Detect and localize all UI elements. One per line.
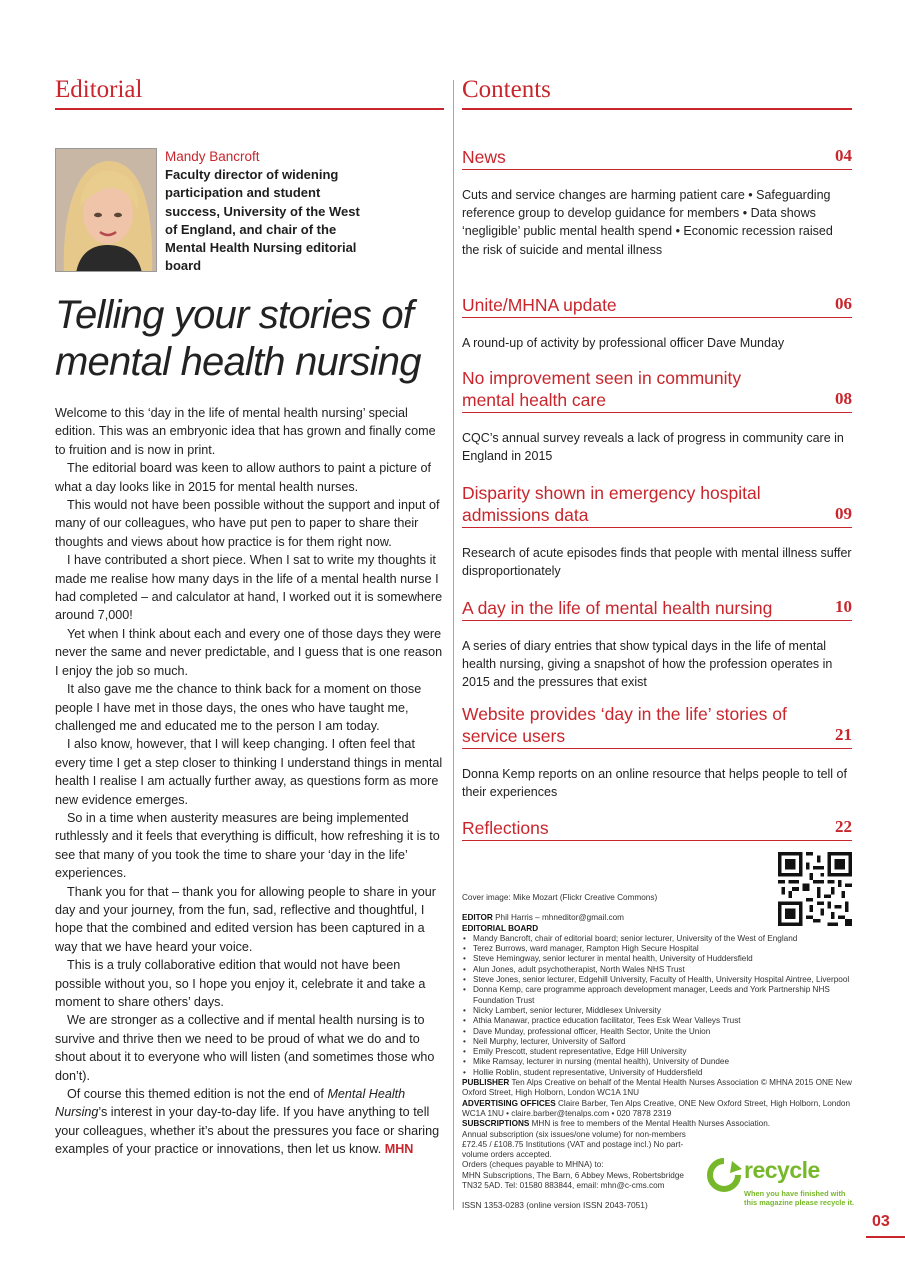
page-number-rule bbox=[866, 1236, 905, 1238]
page-number: 03 bbox=[872, 1213, 890, 1230]
toc-desc: CQC’s annual survey reveals a lack of progress in community care in England in 2015 bbox=[462, 431, 844, 464]
toc-desc: A series of diary entries that show typical days in the life of mental health nursing, giving a snapshot of how the profession operates in 2015 and the pressures that exist bbox=[462, 639, 833, 690]
body-paragraph: I also know, however, that I will keep changing. I often feel that every time I get a step closer to thinking I understand things in mental health I realise I am actually further away, as questions form as more new evidence emerges. bbox=[55, 737, 443, 807]
toc-desc: Cuts and service changes are harming patient care • Safeguarding reference group to develop guidance for members • Data shows ‘negligible’ public mental health spend • Economic recession raised the risk of suicide and mental illness bbox=[462, 188, 833, 257]
body-paragraph: Thank you for that – thank you for allowing people to share in your day and your journey, from the fun, sad, reflective and thoughtful, I hope that the combined and edited version has been captured in a way that we have heard your voice. bbox=[55, 884, 436, 954]
list-item: • Mike Ramsay, lecturer in nursing (mental health), University of Dundee bbox=[462, 1057, 852, 1067]
recycle-icon bbox=[706, 1157, 742, 1193]
masthead-label: ADVERTISING OFFICES bbox=[462, 1098, 556, 1108]
editorial-title-rule bbox=[55, 108, 444, 110]
body-paragraph: So in a time when austerity measures are being implemented ruthlessly and it feels that everything is difficult, how refreshing it is to see that many of you took the time to share your ‘day in the life’ experiences. bbox=[55, 810, 440, 881]
toc-item-disparity[interactable] bbox=[462, 482, 852, 580]
toc-title: Website provides ‘day in the life’ stories of service users bbox=[462, 704, 787, 746]
orders-line: MHN Subscriptions, The Barn, 6 Abbey Mews, Robertsbridge bbox=[462, 1170, 684, 1180]
editorial-headline: Telling your stories of mental health nursing bbox=[55, 293, 421, 384]
toc-page: 04 bbox=[835, 146, 852, 165]
body-paragraph: Yet when I think about each and every one of those days they were never the same and never predictable, and I guess that is one reason I enjoy the job so much. bbox=[55, 626, 443, 678]
toc-title: No improvement seen in community mental health care bbox=[462, 368, 742, 410]
list-item: • Alun Jones, adult psychotherapist, North Wales NHS Trust bbox=[462, 965, 852, 975]
publisher-info: Ten Alps Creative on behalf of the Mental Health Nurses Association © MHNA 2015 ONE New Oxford Street, High Holborn, London WC1A 1NU bbox=[462, 1078, 852, 1098]
contents-title-rule bbox=[462, 108, 852, 110]
recycle-logo bbox=[706, 1157, 854, 1212]
editorial-body bbox=[55, 404, 447, 1159]
list-item: • Steve Hemingway, senior lecturer in mental health, University of Huddersfield bbox=[462, 954, 852, 964]
mhn-sign-off: MHN bbox=[384, 1142, 414, 1157]
toc-title: A day in the life of mental health nursing bbox=[462, 598, 773, 618]
body-paragraph: Welcome to this ‘day in the life of mental health nursing’ special edition. This was an embryonic idea that has grown and finally come to fruition and is now in print. bbox=[55, 406, 436, 457]
toc-title: Disparity shown in emergency hospital admissions data bbox=[462, 483, 761, 525]
body-paragraph: This would not have been possible without the support and input of many of our colleagues, who have put pen to paper to share their thoughts and views about how practice is for them right now. bbox=[55, 498, 440, 549]
body-paragraph: I have contributed a short piece. When I sat to write my thoughts it made me realise how many days in the life of a mental health nurse I had completed – and calculator at hand, I worked out it is somewhere around 7,000! bbox=[55, 553, 443, 623]
journal-name: Mental Health Nursing bbox=[55, 1087, 406, 1120]
toc-page: 22 bbox=[835, 817, 852, 836]
toc-page: 10 bbox=[835, 597, 852, 616]
toc-item-reflections[interactable] bbox=[462, 817, 852, 841]
toc-desc: A round-up of activity by professional officer Dave Munday bbox=[462, 336, 785, 350]
cover-image-credit: Cover image: Mike Mozart (Flickr Creative Commons) bbox=[462, 893, 658, 902]
orders-line: TN32 5AD. Tel: 01580 883844, email: mhn@c-cms.com bbox=[462, 1181, 665, 1191]
toc-title: News bbox=[462, 147, 506, 167]
masthead-label: PUBLISHER bbox=[462, 1078, 510, 1088]
list-item: • Terez Burrows, ward manager, Rampton High Secure Hospital bbox=[462, 944, 852, 954]
author-role: Faculty director of widening participation and student success, University of the West of England, and chair of the Mental Health Nursing editorial board bbox=[165, 167, 360, 274]
toc-desc: Research of acute episodes finds that people with mental illness suffer disproportionately bbox=[462, 546, 852, 579]
list-item: • Neil Murphy, lecturer, University of Salford bbox=[462, 1037, 852, 1047]
toc-page: 21 bbox=[835, 725, 852, 744]
masthead-label: EDITOR bbox=[462, 913, 493, 923]
recycle-word: recycle bbox=[744, 1157, 820, 1183]
advertising-info: Claire Barber, Ten Alps Creative, ONE New Oxford Street, High Holborn, London WC1A 1NU • claire.barber@tenalps.com • 020 7878 2319 bbox=[462, 1098, 851, 1118]
toc-item-community-care[interactable] bbox=[462, 367, 852, 465]
list-item: • Dave Munday, professional officer, Health Sector, Unite the Union bbox=[462, 1027, 852, 1037]
list-item: • Athia Manawar, practice education facilitator, Tees Esk Wear Valleys Trust bbox=[462, 1016, 852, 1026]
body-paragraph: The editorial board was keen to allow authors to paint a picture of what a day looks like in 2015 for mental health nurses. bbox=[55, 461, 432, 494]
annual-subscription: Annual subscription (six issues/one volume) for non-members £72.45 / £108.75 Institutions (VAT and postage incl.) No part-volume orders accepted. bbox=[462, 1129, 686, 1160]
toc-title: Reflections bbox=[462, 818, 549, 838]
masthead-label: SUBSCRIPTIONS bbox=[462, 1119, 530, 1129]
list-item: • Nicky Lambert, senior lecturer, Middlesex University bbox=[462, 1006, 852, 1016]
column-divider bbox=[453, 80, 454, 1210]
body-paragraph: We are stronger as a collective and if mental health nursing is to survive and thrive then we need to be proud of what we do and to shout about it to everyone who will listen (and sometimes those who don’t). bbox=[55, 1013, 435, 1083]
list-item: • Emily Prescott, student representative, Edge Hill University bbox=[462, 1047, 852, 1057]
toc-item-day-in-life[interactable] bbox=[462, 597, 852, 692]
author-portrait bbox=[55, 148, 157, 272]
contents-section-title: Contents bbox=[462, 76, 551, 103]
toc-page: 09 bbox=[835, 504, 852, 523]
recycle-note: When you have finished with this magazine please recycle it. bbox=[744, 1189, 855, 1207]
toc-title: Unite/MHNA update bbox=[462, 295, 617, 315]
body-paragraph: It also gave me the chance to think back for a moment on those people I have met in those days, the ones who have taught me, challenged me and educated me to the person I am today. bbox=[55, 682, 422, 733]
editor-contact: Phil Harris – mhneditor@gmail.com bbox=[495, 913, 624, 923]
toc-item-unite-mhna[interactable] bbox=[462, 294, 852, 352]
list-item: • Donna Kemp, care programme approach development manager, Leeds and York Partnership NHS Foundation Trust bbox=[462, 985, 852, 1006]
toc-page: 08 bbox=[835, 389, 852, 408]
toc-item-news[interactable] bbox=[462, 146, 852, 259]
body-paragraph: This is a truly collaborative edition that would not have been possible without you, so I hope you enjoy it, celebrate it and take a moment to share others’ days. bbox=[55, 958, 426, 1009]
list-item: • Hollie Roblin, student representative, University of Huddersfield bbox=[462, 1068, 852, 1078]
masthead-label: EDITORIAL BOARD bbox=[462, 923, 539, 933]
toc-desc: Donna Kemp reports on an online resource that helps people to tell of their experiences bbox=[462, 767, 847, 800]
subscriptions-info: MHN is free to members of the Mental Health Nurses Association. bbox=[531, 1119, 771, 1129]
body-paragraph-last: Of course this themed edition is not the end of Mental Health Nursing’s interest in your day-to-day life. If you have anything to tell your colleagues, whether it’s about the pressures you face or sharing examples of your practice or innovations, then let us know. MHN bbox=[55, 1087, 440, 1157]
toc-page: 06 bbox=[835, 294, 852, 313]
editorial-board-list bbox=[462, 934, 852, 1078]
orders-line: Orders (cheques payable to MHNA) to: bbox=[462, 1160, 604, 1170]
toc-item-website-stories[interactable] bbox=[462, 703, 852, 801]
issn: ISSN 1353-0283 (online version ISSN 2043-7051) bbox=[462, 1200, 648, 1210]
editorial-section-title: Editorial bbox=[55, 76, 143, 103]
list-item: • Mandy Bancroft, chair of editorial board; senior lecturer, University of the West of England bbox=[462, 934, 852, 944]
list-item: • Steve Jones, senior lecturer, Edgehill University, Faculty of Health, University Hospital Aintree, Liverpool bbox=[462, 975, 852, 985]
masthead bbox=[462, 893, 852, 1191]
author-name: Mandy Bancroft bbox=[165, 149, 260, 164]
